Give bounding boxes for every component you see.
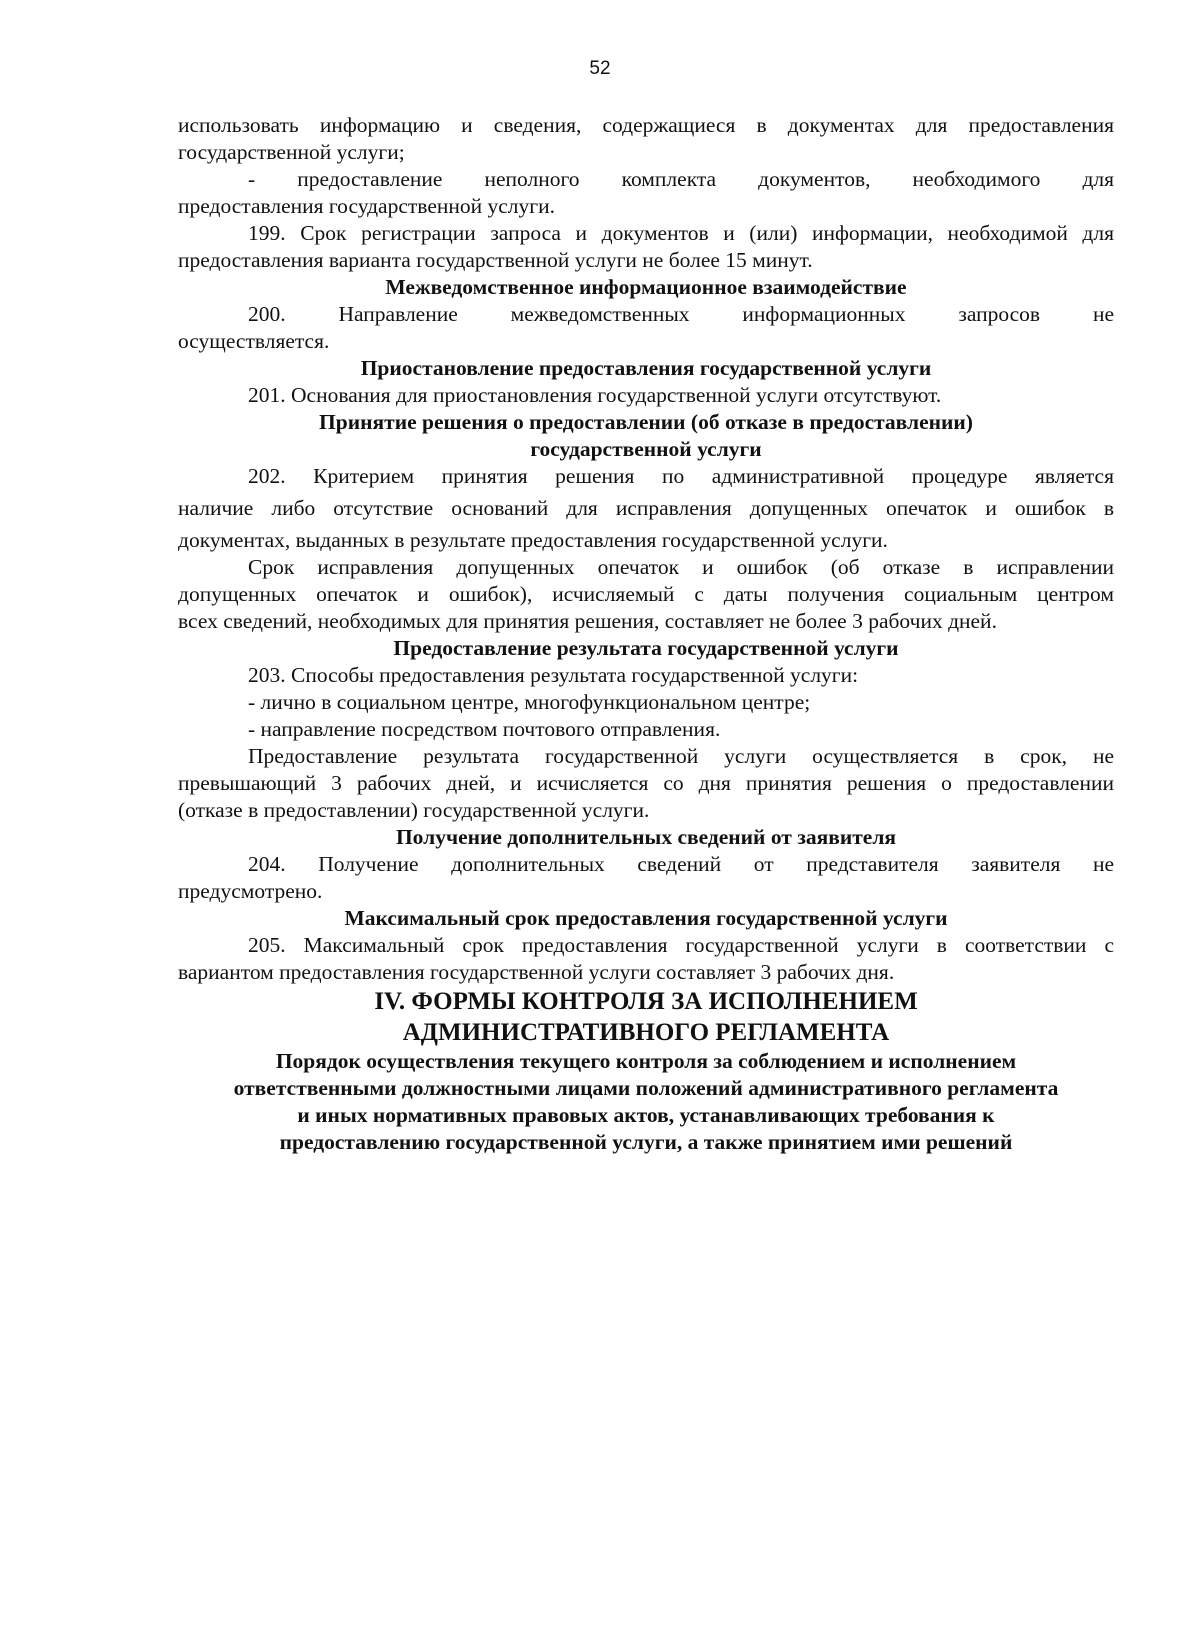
text-line: Предоставление результата государственной услуги осуществляется в срок, не: [248, 744, 1114, 768]
paragraph-202-term: [178, 554, 1114, 635]
paragraph-203-term: [178, 743, 1114, 824]
heading-result: Предоставление результата государственной услуги: [393, 636, 899, 660]
text-line: предусмотрено.: [178, 879, 323, 903]
document-body: [178, 112, 1114, 1156]
heading-additional-info: Получение дополнительных сведений от заявителя: [395, 825, 897, 849]
heading-max-term: Максимальный срок предоставления государственной услуги: [344, 906, 948, 930]
paragraph-205: [178, 932, 1114, 986]
text-line: 200. Направление межведомственных информационных запросов не: [248, 302, 1114, 326]
page-number: 52: [589, 58, 611, 79]
text-line: 205. Максимальный срок предоставления государственной услуги в соответствии с: [248, 933, 1114, 957]
text-line: 203. Способы предоставления результата государственной услуги:: [248, 663, 859, 687]
heading-line: и иных нормативных правовых актов, устанавливающих требования к: [297, 1103, 995, 1127]
text-line: 199. Срок регистрации запроса и документов и (или) информации, необходимой для: [248, 221, 1114, 245]
text-line: 204. Получение дополнительных сведений от представителя заявителя не: [248, 852, 1114, 876]
text-line: превышающий 3 рабочих дней, и исчисляется со дня принятия решения о предоставлении: [178, 771, 1114, 795]
text-line: вариантом предоставления государственной услуги составляет 3 рабочих дня.: [178, 960, 895, 984]
list-item-incomplete-docs: [178, 166, 1114, 220]
heading-line: предоставлению государственной услуги, а также принятием ими решений: [279, 1130, 1013, 1154]
paragraph-200: [178, 301, 1114, 355]
list-item: - лично в социальном центре, многофункциональном центре;: [248, 690, 811, 714]
heading-line: государственной услуги: [530, 437, 762, 461]
text-line: предоставления варианта государственной услуги не более 15 минут.: [178, 248, 813, 272]
heading-line: IV. ФОРМЫ КОНТРОЛЯ ЗА ИСПОЛНЕНИЕМ: [374, 988, 918, 1015]
paragraph-203: [178, 662, 1114, 743]
text-line: использовать информацию и сведения, содержащиеся в документах для предоставления: [178, 113, 1114, 137]
paragraph-continuation: [178, 112, 1114, 166]
heading-line: ответственными должностными лицами положений административного регламента: [233, 1076, 1059, 1100]
heading-current-control: [178, 1048, 1114, 1156]
text-line: наличие либо отсутствие оснований для исправления допущенных опечаток и ошибок в: [178, 496, 1114, 520]
section-heading-iv: [178, 986, 1114, 1048]
heading-line: АДМИНИСТРАТИВНОГО РЕГЛАМЕНТА: [402, 1019, 890, 1046]
heading-decision: [178, 409, 1114, 463]
heading-interagency: Межведомственное информационное взаимодействие: [385, 275, 907, 299]
text-line: (отказе в предоставлении) государственной услуги.: [178, 798, 650, 822]
text-line: осуществляется.: [178, 329, 330, 353]
paragraph-199: [178, 220, 1114, 274]
paragraph-201: 201. Основания для приостановления государственной услуги отсутствуют.: [248, 383, 942, 407]
list-item: - направление посредством почтового отправления.: [248, 717, 721, 741]
text-line: - предоставление неполного комплекта документов, необходимого для: [248, 167, 1114, 191]
heading-line: Порядок осуществления текущего контроля за соблюдением и исполнением: [275, 1049, 1017, 1073]
text-line: допущенных опечаток и ошибок), исчисляемый с даты получения социальным центром: [178, 582, 1114, 606]
paragraph-202: [178, 463, 1114, 554]
text-line: Срок исправления допущенных опечаток и ошибок (об отказе в исправлении: [248, 555, 1114, 579]
text-line: предоставления государственной услуги.: [178, 194, 555, 218]
text-line: государственной услуги;: [178, 140, 405, 164]
text-line: 202. Критерием принятия решения по административной процедуре является: [248, 464, 1114, 488]
text-line: документах, выданных в результате предоставления государственной услуги.: [178, 528, 888, 552]
heading-line: Принятие решения о предоставлении (об отказе в предоставлении): [319, 410, 973, 434]
text-line: всех сведений, необходимых для принятия решения, составляет не более 3 рабочих дней.: [178, 609, 997, 633]
paragraph-204: [178, 851, 1114, 905]
heading-suspension: Приостановление предоставления государственной услуги: [360, 356, 932, 380]
